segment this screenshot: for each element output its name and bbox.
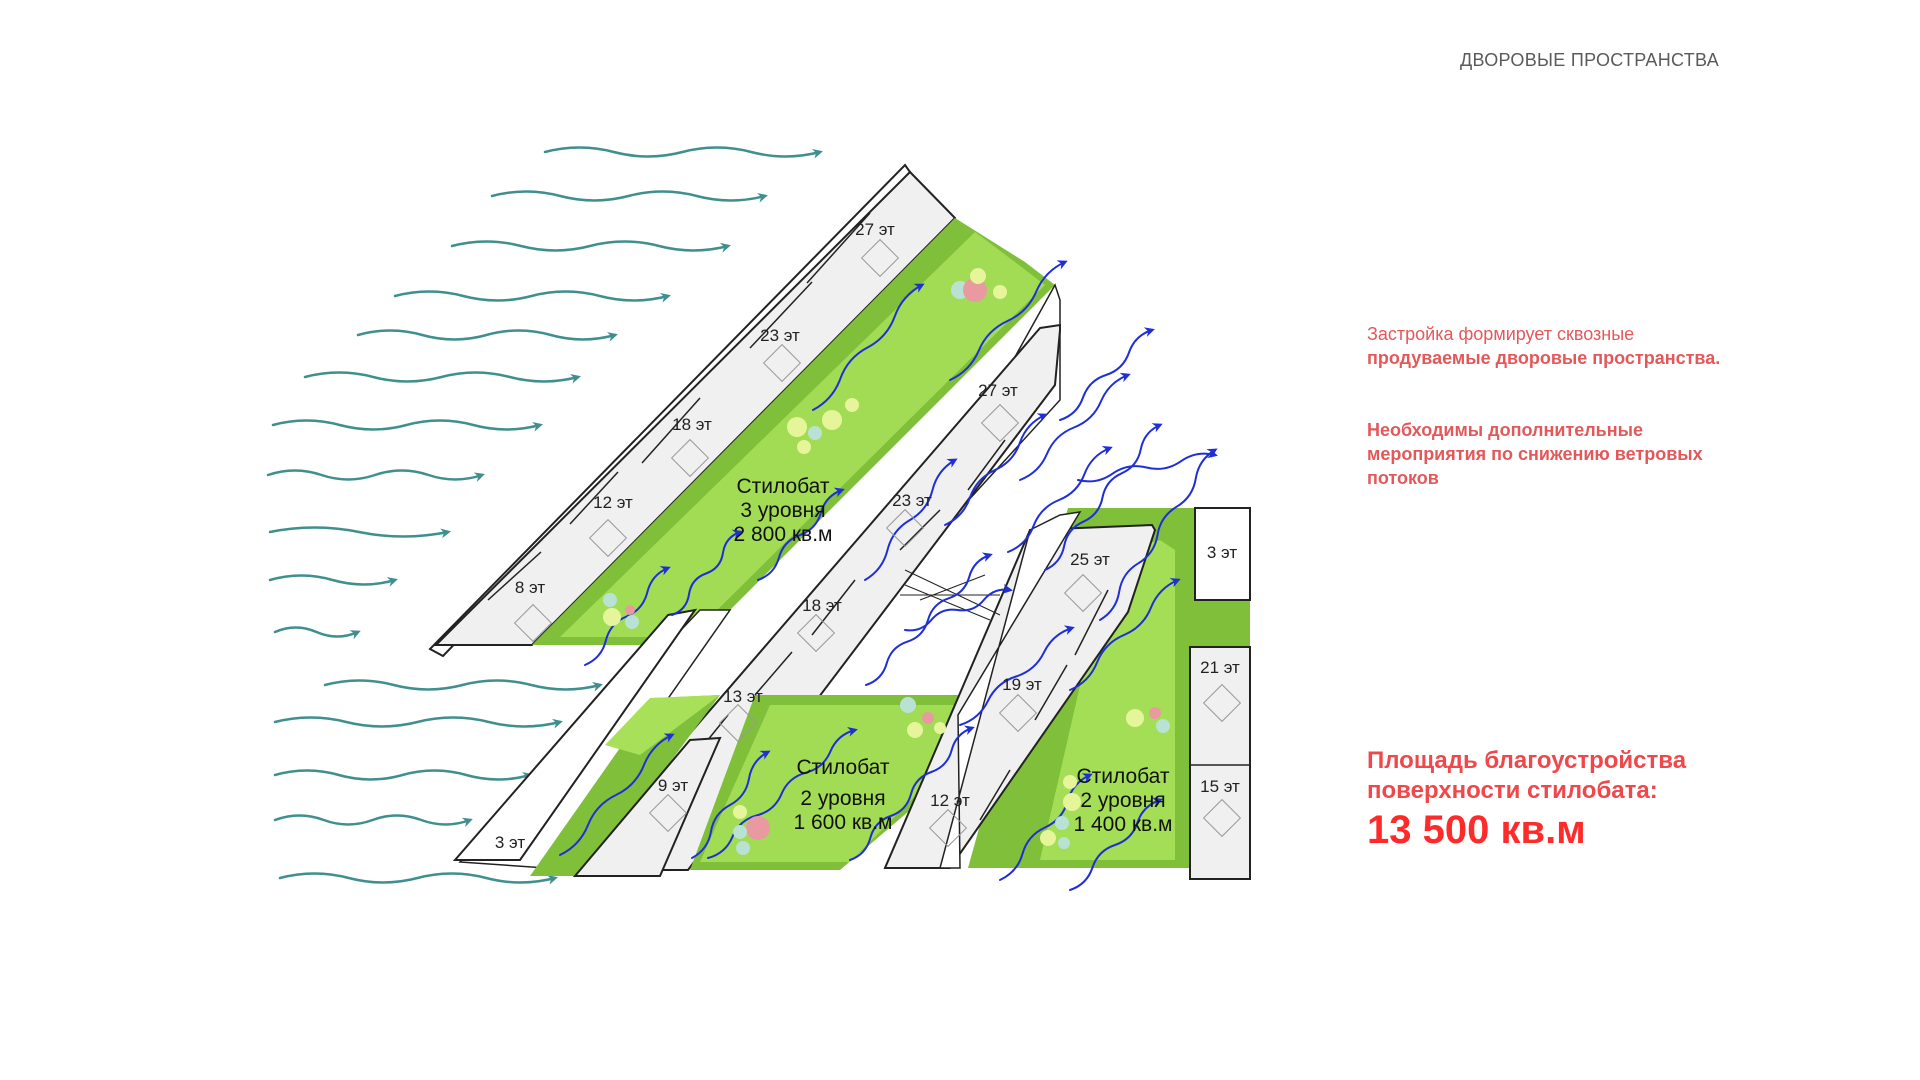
air-flow-arrow	[1060, 330, 1152, 420]
building-label: 8 эт	[514, 578, 546, 597]
area-label: Площадь благоустройства поверхности стилобата:	[1367, 747, 1687, 804]
wind-arrow	[325, 681, 600, 690]
stylobate-middle-line1: Стилобат	[796, 756, 890, 779]
wind-arrow	[270, 576, 395, 585]
stylobate-upper-line3: 2 800 кв.м	[733, 523, 833, 546]
stylobate-middle-line3: 1 600 кв.м	[793, 811, 893, 834]
wind-arrow	[305, 373, 578, 382]
wind-arrow	[268, 471, 482, 480]
wind-arrow	[358, 331, 615, 340]
stylobate-middle-line2: 2 уровня	[800, 787, 886, 810]
building-label: 27 эт	[978, 381, 1018, 400]
note-wind-measures: Необходимы дополнительные мероприятия по снижению ветровых потоков	[1367, 420, 1703, 488]
wind-arrow	[275, 816, 470, 825]
wind-arrow	[275, 628, 358, 637]
wind-arrow	[275, 771, 530, 780]
right-column	[1190, 508, 1250, 879]
building-label: 12 эт	[930, 791, 970, 810]
wind-arrow	[273, 421, 540, 430]
stylobate-right-line3: 1 400 кв.м	[1073, 813, 1173, 836]
wind-arrow	[275, 718, 560, 727]
wind-arrow	[492, 192, 765, 201]
wind-arrow	[452, 242, 728, 251]
area-value: 13 500 кв.м	[1367, 808, 1586, 852]
building-label: 18 эт	[802, 596, 842, 615]
wind-arrow	[270, 528, 448, 537]
building-label: 9 эт	[657, 776, 689, 795]
building-label: 25 эт	[1070, 550, 1110, 569]
stylobate-right-line1: Стилобат	[1076, 765, 1170, 788]
wind-arrow	[280, 874, 555, 883]
building-label: 23 эт	[892, 491, 932, 510]
building-label: 3 эт	[1206, 543, 1238, 562]
building-label: 13 эт	[723, 687, 763, 706]
building-label: 23 эт	[760, 326, 800, 345]
building-label: 3 эт	[494, 833, 526, 852]
wind-arrow	[545, 148, 820, 157]
note-text-bold: продуваемые дворовые пространства.	[1367, 348, 1721, 368]
building-label: 12 эт	[593, 493, 633, 512]
building-label: 18 эт	[672, 415, 712, 434]
page-title: ДВОРОВЫЕ ПРОСТРАНСТВА	[1460, 50, 1720, 70]
building-label: 19 эт	[1002, 675, 1042, 694]
building-label: 21 эт	[1200, 658, 1240, 677]
air-flow-arrow	[1078, 454, 1215, 482]
note-ventilated-courtyards	[1367, 322, 1727, 370]
right-column-buildings	[1190, 647, 1250, 879]
stylobate-upper-line2: 3 уровня	[740, 499, 826, 522]
stylobate-upper-line1: Стилобат	[736, 475, 830, 498]
note-text-regular: Застройка формирует сквозные	[1367, 324, 1635, 344]
wind-arrow	[395, 292, 668, 301]
building-label: 15 эт	[1200, 777, 1240, 796]
building-label: 27 эт	[855, 220, 895, 239]
stylobate-right-line2: 2 уровня	[1080, 789, 1166, 812]
